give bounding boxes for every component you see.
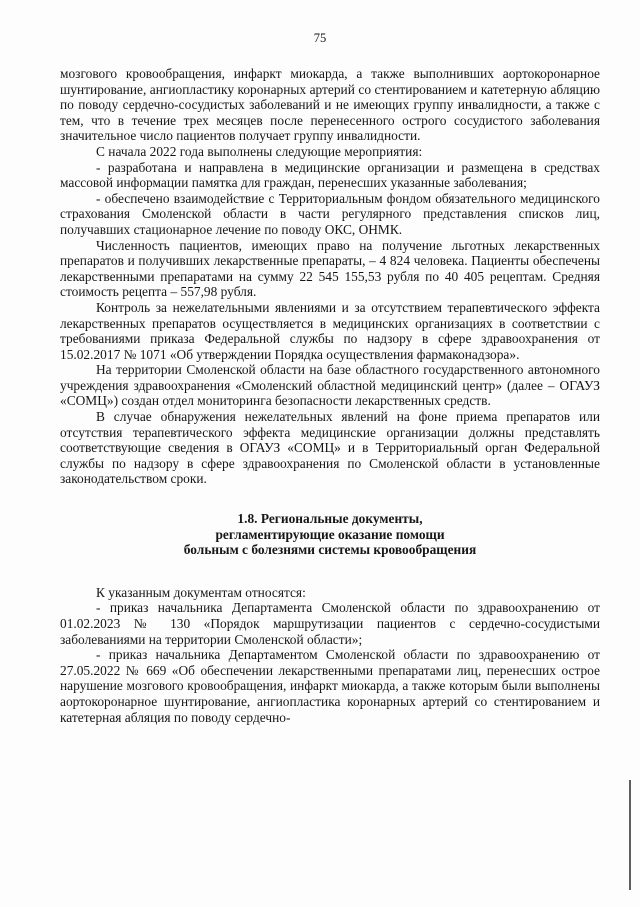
paragraphs-after-heading (60, 585, 600, 725)
section-heading-line: 1.8. Региональные документы, (237, 511, 423, 527)
paragraph: На территории Смоленской области на базе областного государственного автономного учреждения здравоохранения «Смоленский областной медицинский центр» (далее – ОГАУЗ «СОМЦ») создан отдел мониторинга безопасности лекарственных средств. (60, 362, 600, 409)
list-item: - приказ начальника Департамента Смоленской области по здравоохранению от 01.02.2023 № 130 «Порядок маршрутизации пациентов с сердечно-сосудистыми заболеваниями на территории Смоленской области»; (60, 600, 600, 647)
scan-edge-mark (629, 780, 631, 890)
paragraphs-before-heading (60, 66, 600, 487)
paragraph: Численность пациентов, имеющих право на получение льготных лекарственных препаратов и получивших лекарственные препараты, – 4 824 человека. Пациенты обеспечены лекарственными препаратами на сумму 22 545 155,53 рубля по 40 405 рецептам. Средняя стоимость рецепта – 557,98 рубля. (60, 237, 600, 300)
section-heading-line: регламентирующие оказание помощи (215, 526, 445, 542)
paragraph: С начала 2022 года выполнены следующие мероприятия: (96, 143, 423, 159)
paragraph: В случае обнаружения нежелательных явлений на фоне приема препаратов или отсутствия терапевтического эффекта медицинские организации должны представлять соответствующие сведения в ОГАУЗ «СОМЦ» и в Территориальный орган Федеральной службы по надзору в сфере здравоохранения по Смоленской области в установленные законодательством сроки. (60, 409, 600, 487)
paragraph: Контроль за нежелательными явлениями и за отсутствием терапевтического эффекта лекарственных препаратов осуществляется в медицинских организациях в соответствии с требованиями приказа Федеральной службы по надзору в сфере здравоохранения от 15.02.2017 № 1071 «Об утверждении Порядка осуществления фармаконадзора». (60, 299, 600, 362)
paragraph: К указанным документам относятся: (96, 584, 306, 600)
section-heading-line: больным с болезнями системы кровообращения (183, 542, 477, 558)
section-heading (60, 511, 600, 558)
paragraph: мозгового кровообращения, инфаркт миокарда, а также выполнивших аортокоронарное шунтирование, ангиопластику коронарных артерий со стентированием и катетерную абляцию по поводу сердечно-сосудистых заболеваний и не имеющих группу инвалидности, а также с тем, что в течение трех месяцев после перенесенного острого сосудистого заболевания значительное число пациентов получает группу инвалидности. (60, 66, 600, 144)
page-number: 75 (313, 31, 327, 45)
list-item: - приказ начальника Департаментом Смоленской области по здравоохранению от 27.05.2022 № 669 «Об обеспечении лекарственными препаратами лиц, перенесших острое нарушение мозгового кровообращения, инфаркт миокарда, а также которым были выполнены аортокоронарное шунтирование, ангиопластика коронарных артерий со стентированием и катетерная абляция по поводу сердечно- (60, 647, 600, 725)
list-item: - обеспечено взаимодействие с Территориальным фондом обязательного медицинского страхования Смоленской области в части регулярного представления списков лиц, получавших стационарное лечение по поводу ОКС, ОНМК. (60, 190, 600, 237)
list-item: - разработана и направлена в медицинские организации и размещена в средствах массовой информации памятка для граждан, перенесших указанные заболевания; (60, 159, 600, 191)
document-body (60, 66, 600, 725)
